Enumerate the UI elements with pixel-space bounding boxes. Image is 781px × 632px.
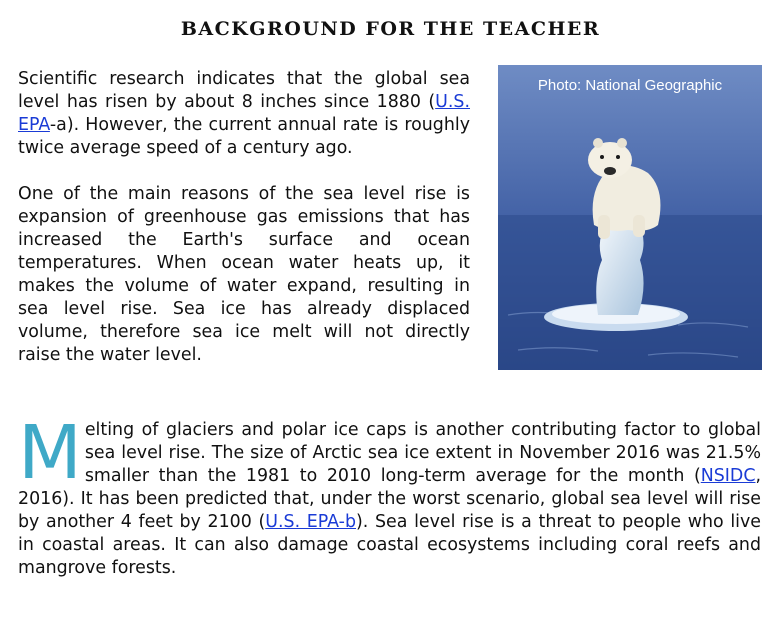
drop-cap: M — [18, 410, 82, 496]
paragraph-text: elting of glaciers and polar ice caps is another contributing factor to global sea level rise. The size of Arctic sea ice extent in November 2016 was 21.5% smaller than the 1981 to 2010 long-term average for the month ( — [84, 420, 761, 486]
paragraph-melting — [18, 410, 761, 580]
polar-bear-icon — [498, 65, 762, 370]
paragraph-text: Scientific research indicates that the global sea level has risen by about 8 inches since 1880 ( — [18, 69, 470, 112]
page-title: BACKGROUND FOR THE TEACHER — [180, 18, 601, 40]
paragraph-sea-level — [18, 68, 470, 160]
us-epa-a-link[interactable]: U.S. EPA — [18, 92, 470, 135]
us-epa-b-link[interactable]: U.S. EPA-b — [265, 512, 356, 532]
nsidc-link[interactable]: NSIDC — [700, 466, 756, 486]
photo-credit: Photo: National Geographic — [537, 77, 723, 94]
paragraph-text: -a). However, the current annual rate is roughly twice average speed of a century ago. — [18, 115, 470, 158]
paragraph-reasons: One of the main reasons of the sea level rise is expansion of greenhouse gas emissions that has increased the Earth's surface and ocean temperatures. When ocean water heats up, it makes the volume of water expand, resulting in sea level rise. Sea ice has already displaced volume, therefore sea ice melt will not directly raise the water level. — [18, 184, 470, 365]
polar-bear-photo — [498, 65, 762, 370]
paragraph-text: , 2016). It has been predicted that, under the worst scenario, global sea level will rise by another 4 feet by 2100 ( — [18, 466, 761, 532]
paragraph-text: ). Sea level rise is a threat to people who live in coastal areas. It can also damage coastal ecosystems including coral reefs and mangrove forests. — [18, 512, 761, 578]
intro-column — [18, 68, 470, 390]
